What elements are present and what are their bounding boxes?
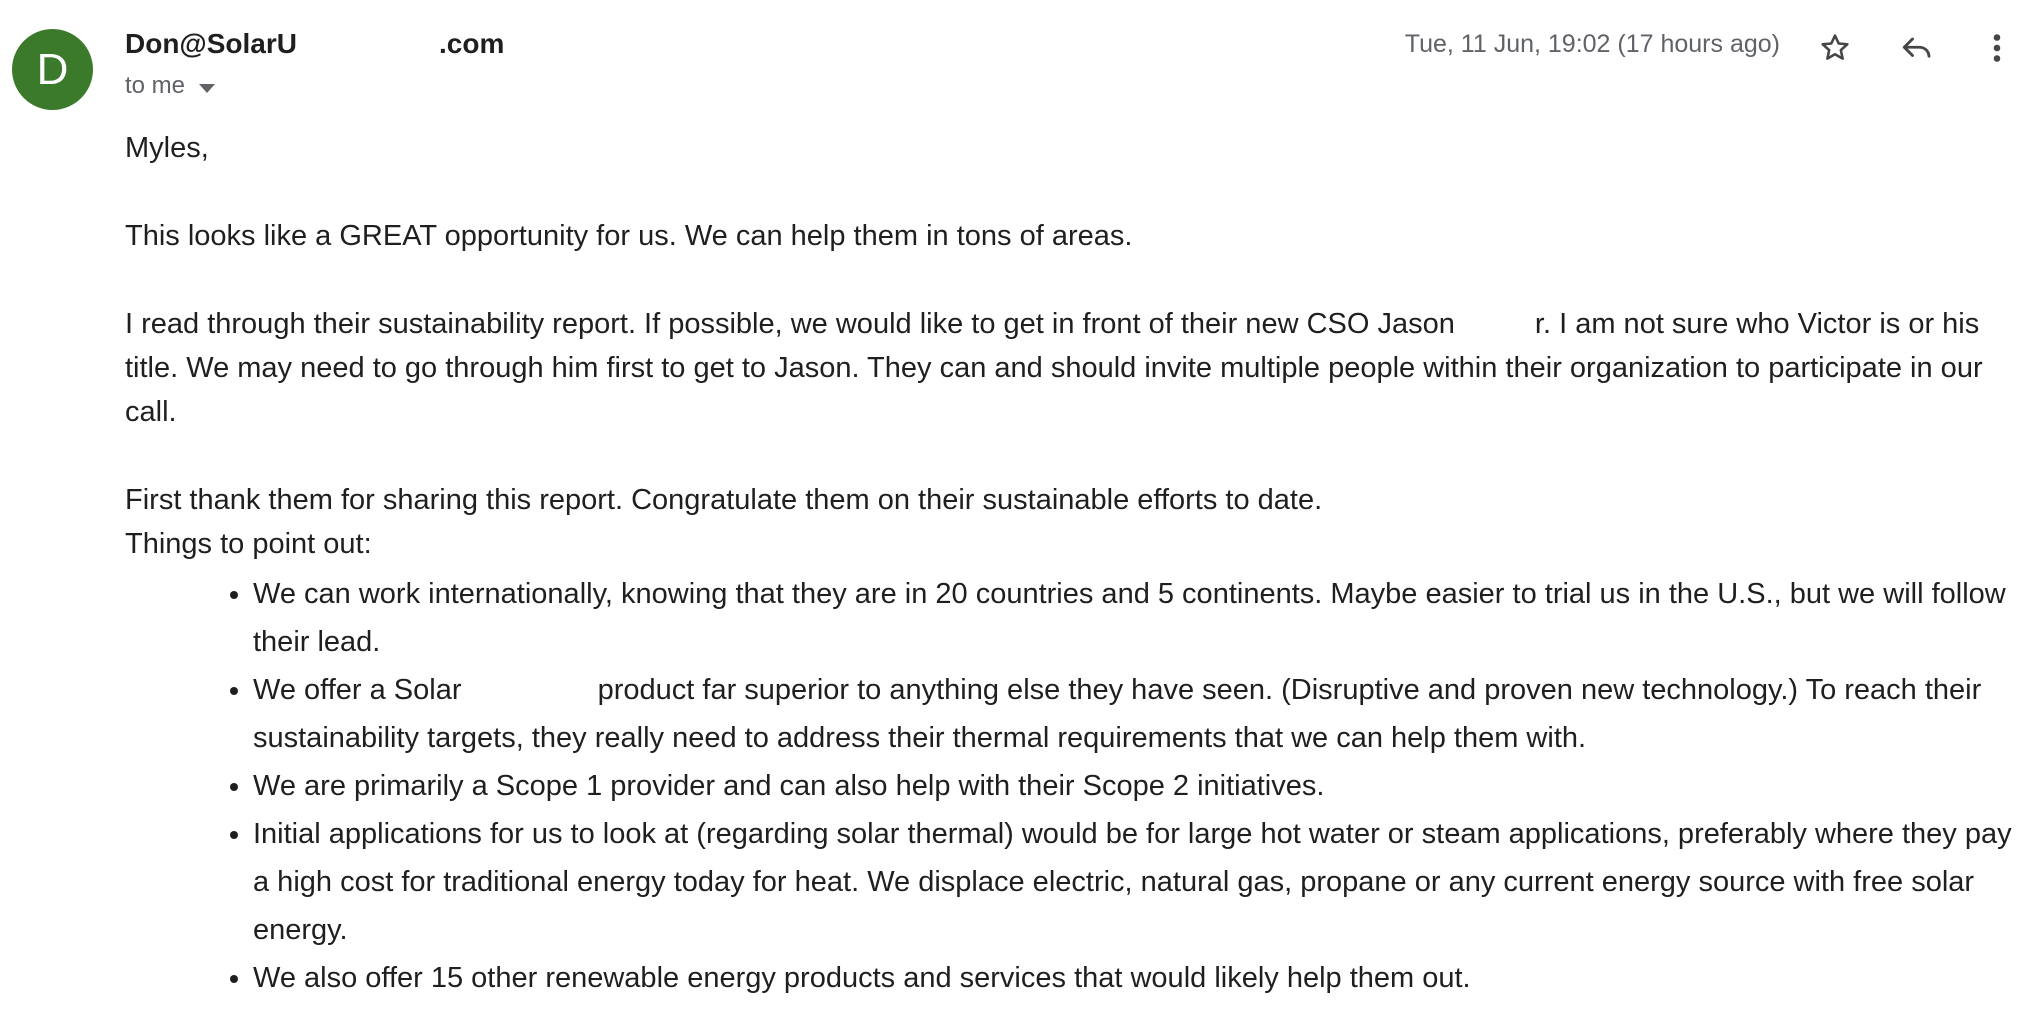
email-timestamp: Tue, 11 Jun, 19:02 (17 hours ago)	[1404, 30, 1780, 58]
sender-address-prefix: Don@SolarU	[125, 28, 297, 59]
list-item	[253, 666, 2015, 762]
star-icon	[1818, 31, 1852, 65]
list-item-end: product far superior to anything else they have seen. (Disruptive and proven new technology.) To reach their sustainability targets, they really need to address their thermal requirements that we can help them with.	[253, 674, 1982, 754]
paragraph-spacer	[125, 170, 2015, 214]
things-label: Things to point out:	[125, 528, 372, 560]
paragraph-opportunity: This looks like a GREAT opportunity for us. We can help them in tons of areas.	[125, 220, 1133, 252]
paragraph-spacer	[125, 434, 2015, 478]
list-item: • We can work internationally, knowing that they are in 20 countries and 5 continents. Maybe easier to trial us in the U.S., but we will follow their lead.	[253, 570, 2015, 666]
reply-icon	[1899, 30, 1935, 66]
paragraph-thanks: First thank them for sharing this report. Congratulate them on their sustainable efforts to date.	[125, 484, 1323, 516]
paragraph-spacer	[125, 258, 2015, 302]
paragraph-report-start: I read through their sustainability report. If possible, we would like to get in front of their new CSO Jason	[125, 308, 1463, 340]
list-item: • We are primarily a Scope 1 provider and can also help with their Scope 2 initiatives.	[253, 762, 2015, 810]
avatar-letter: D	[36, 44, 69, 94]
recipient-details-toggle[interactable]	[125, 72, 215, 100]
paragraph-report-end: I am not sure who Victor is or his title. We may need to go through him first to get to Jason. They can and should invite multiple people within their organization to participate in our call.	[125, 308, 1983, 428]
email-body	[125, 126, 2015, 1002]
more-vertical-icon	[1982, 30, 2012, 66]
points-list	[125, 570, 2015, 1002]
greeting: Myles,	[125, 132, 209, 164]
more-options-button[interactable]	[1975, 26, 2019, 70]
sender-address[interactable]	[125, 28, 504, 60]
list-item: • Initial applications for us to look at (regarding solar thermal) would be for large hot water or steam applications, preferably where they pay a high cost for traditional energy today for heat. We displace electric, natural gas, propane or any current energy source with free solar energy.	[253, 810, 2015, 954]
reply-button[interactable]	[1895, 26, 1939, 70]
paragraph-report-redacted-tail: r.	[1534, 308, 1552, 340]
star-button[interactable]	[1813, 26, 1857, 70]
sender-address-suffix: .com	[438, 28, 505, 59]
chevron-down-icon	[199, 84, 215, 93]
paragraph-report	[125, 302, 2015, 434]
sender-avatar[interactable]	[12, 29, 93, 110]
list-item-start: We offer a Solar	[253, 674, 470, 706]
recipient-label: to me	[125, 72, 186, 99]
list-item: • We also offer 15 other renewable energy products and services that would likely help them out.	[253, 954, 2015, 1002]
